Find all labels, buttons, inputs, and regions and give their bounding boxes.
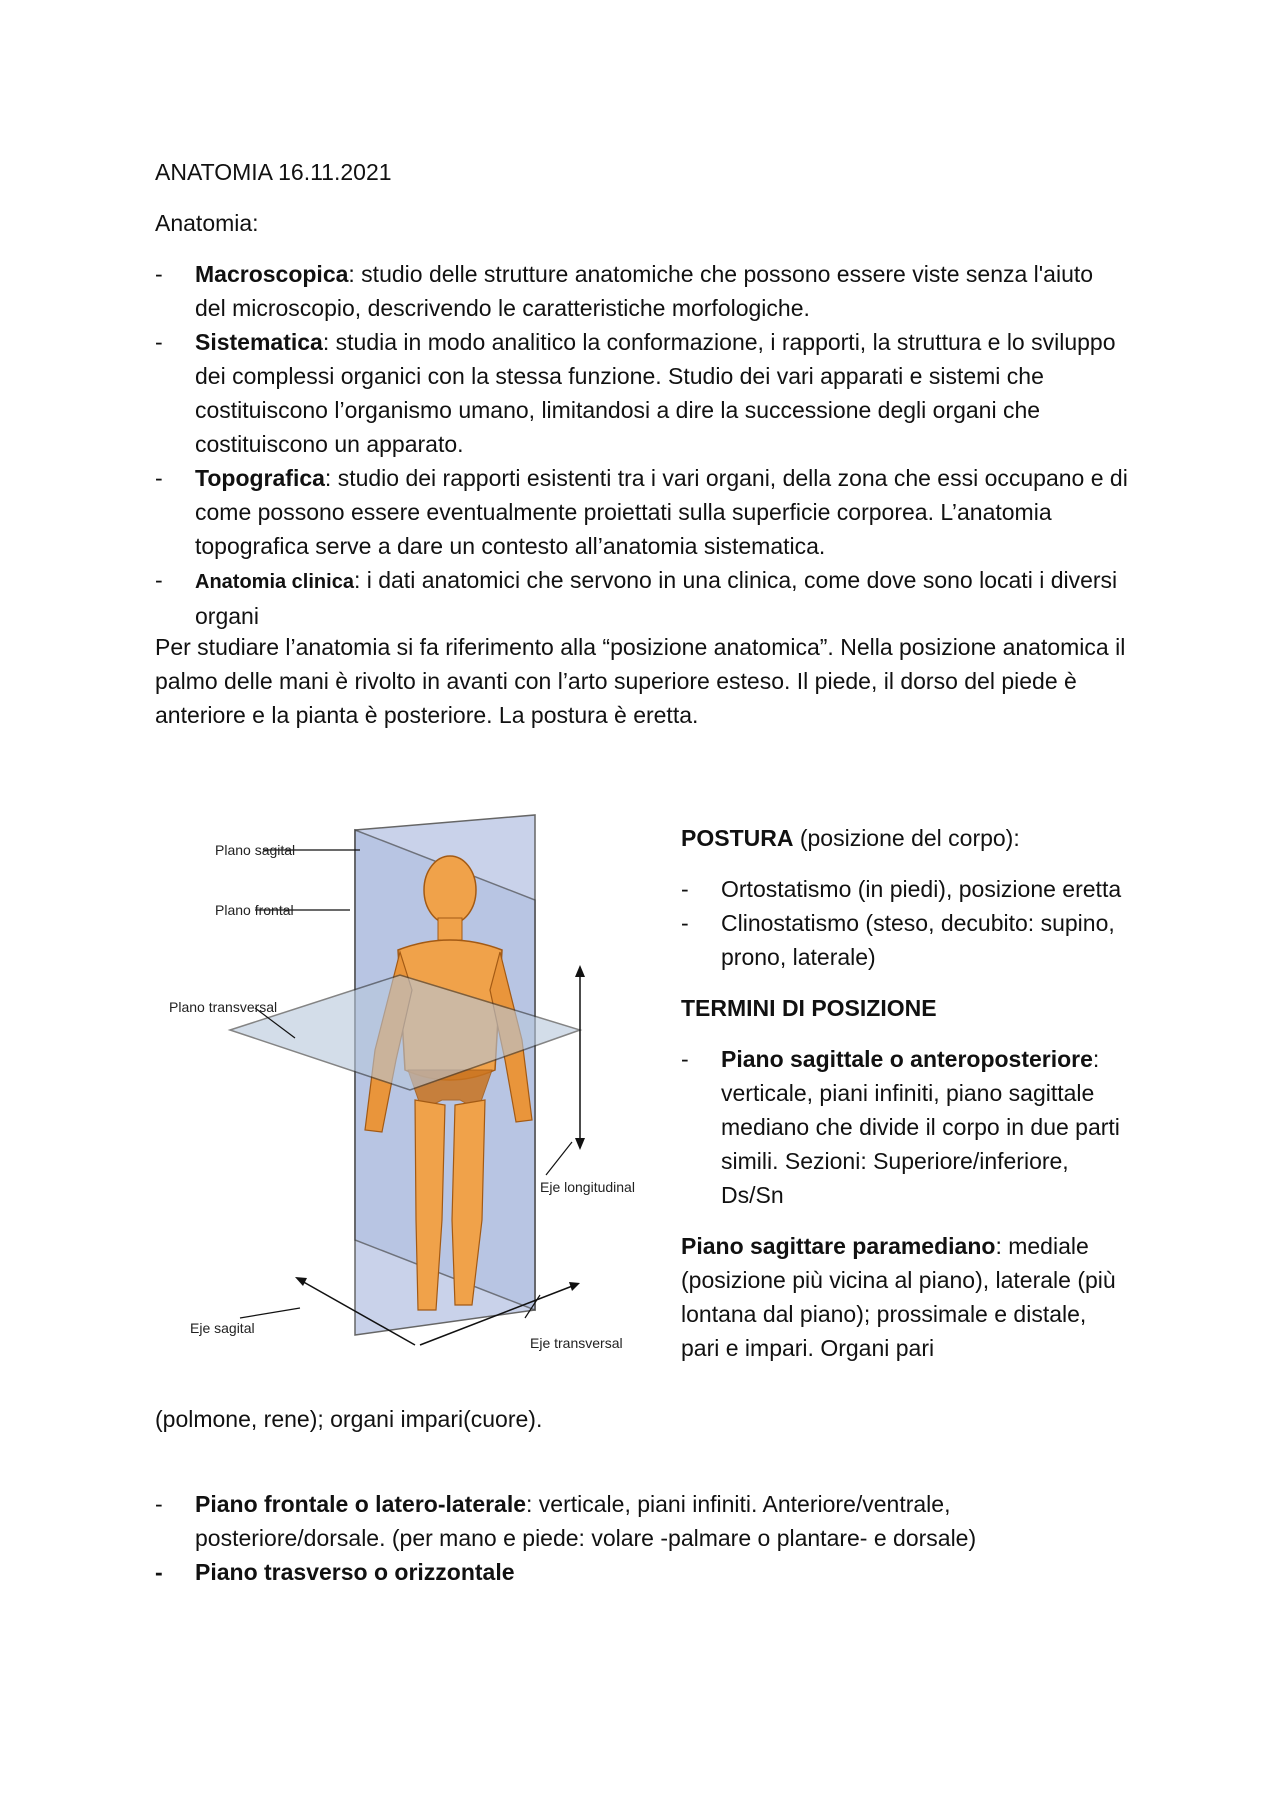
planes-illustration — [160, 770, 665, 1365]
intro-paragraph: Per studiare l’anatomia si fa riferimento alla “posizione anatomica”. Nella posizione anatomica il palmo delle mani è rivolto in avanti con l’arto superiore esteso. Il piede, il dorso del piede è anteriore e la pianta è posteriore. La postura è eretta. — [155, 634, 1126, 728]
list-item: - Piano sagittale o anteroposteriore: verticale, piani infiniti, piano sagittale mediano che divide il corpo in due parti simili. Sezioni: Superiore/inferiore, Ds/Sn — [681, 1046, 1120, 1208]
postura-heading-line: POSTURA (posizione del corpo): — [681, 825, 1020, 851]
postura-list — [681, 872, 1131, 974]
label-eje-transversal: Eje transversal — [530, 1335, 623, 1351]
section-subtitle: Anatomia: — [155, 210, 259, 236]
term: Macroscopica — [195, 261, 349, 287]
paramediano-continued: (polmone, rene); organi impari(cuore). — [155, 1406, 543, 1432]
label-plano-transversal: Plano transversal — [169, 999, 278, 1015]
label-plano-sagital: Plano sagital — [215, 842, 296, 858]
label-eje-sagital: Eje sagital — [190, 1320, 255, 1336]
term: Anatomia clinica — [195, 571, 354, 593]
list-item: - Anatomia clinica: i dati anatomici che servono in una clinica, come dove sono locati i diversi organi — [155, 567, 1118, 629]
term: Sistematica — [195, 329, 323, 355]
document-title: ANATOMIA 16.11.2021 — [155, 159, 392, 185]
list-item: - Clinostatismo (steso, decubito: supino, prono, laterale) — [681, 910, 1115, 970]
anatomical-planes-figure — [160, 770, 665, 1365]
anatomy-types-list — [155, 257, 1130, 633]
label-eje-longitudinal: Eje longitudinal — [540, 1179, 635, 1195]
label-plano-frontal: Plano frontal — [215, 902, 294, 918]
sagittale-list — [681, 1042, 1131, 1212]
right-column — [681, 821, 1131, 1365]
term: Topografica — [195, 465, 325, 491]
planes-list — [155, 1487, 1130, 1589]
list-item: - Piano frontale o latero-laterale: verticale, piani infiniti. Anteriore/ventrale, posteriore/dorsale. (per mano e piede: volare -palmare o plantare- e dorsale) — [155, 1491, 977, 1551]
postura-heading: POSTURA — [681, 825, 794, 851]
list-item: - Sistematica: studia in modo analitico la conformazione, i rapporti, la struttura e lo sviluppo dei complessi organici con la stessa funzione. Studio dei vari apparati e sistemi che costituiscono l’organismo umano, limitandosi a dire la successione degli organi che costituiscono un apparato. — [155, 329, 1116, 457]
paramediano-paragraph: Piano sagittare paramediano: mediale (posizione più vicina al piano), laterale (più lontana dal piano); prossimale e distale, pari e impari. Organi pari — [681, 1233, 1116, 1361]
termini-heading: TERMINI DI POSIZIONE — [681, 995, 937, 1021]
list-item: - Topografica: studio dei rapporti esistenti tra i vari organi, della zona che essi occupano e di come possono essere eventualmente proiettati sulla superficie corporea. L’anatomia topografica serve a dare un contesto all’anatomia sistematica. — [155, 465, 1128, 559]
list-item: - Ortostatismo (in piedi), posizione eretta — [681, 876, 1122, 902]
list-item: - Piano trasverso o orizzontale — [155, 1559, 515, 1585]
list-item: - Macroscopica: studio delle strutture anatomiche che possono essere viste senza l'aiuto del microscopio, descrivendo le caratteristiche morfologiche. — [155, 261, 1094, 321]
